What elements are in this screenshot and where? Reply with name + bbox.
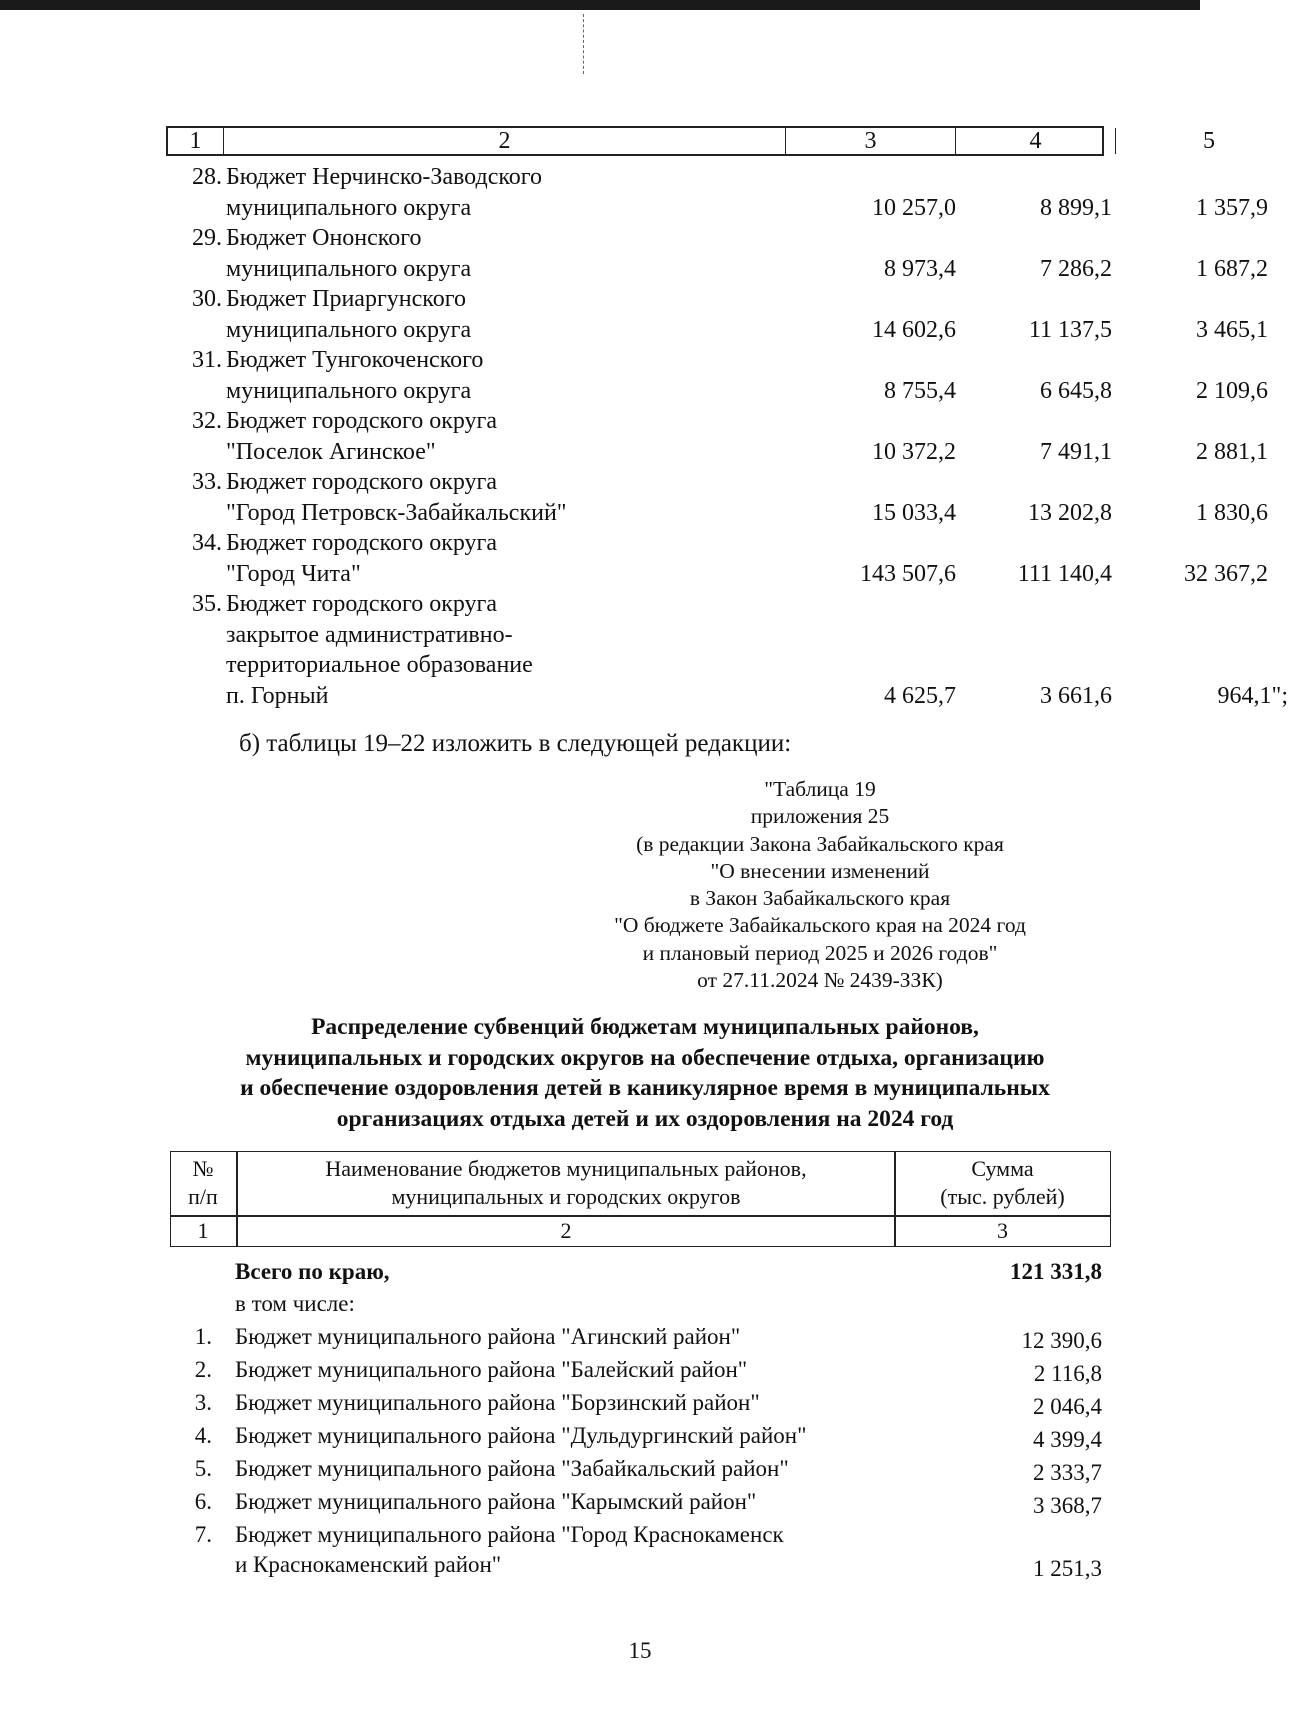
row-value-col5: 32 367,2 bbox=[1184, 560, 1268, 587]
caption-line: и плановый период 2025 и 2026 годов" bbox=[642, 940, 998, 965]
row-value: 2 046,4 bbox=[1033, 1394, 1102, 1419]
row-value-col3: 14 602,6 bbox=[872, 316, 956, 343]
row-name-line2: "Город Чита" bbox=[226, 560, 361, 587]
row-value-col5: 1 830,6 bbox=[1196, 499, 1268, 526]
row-value-col4: 7 491,1 bbox=[1040, 438, 1112, 465]
row-value-col3: 143 507,6 bbox=[860, 560, 956, 587]
row-number: 3. bbox=[194, 1390, 212, 1415]
page-number: 15 bbox=[628, 1638, 652, 1663]
row-name-line1: Бюджет Приаргунского bbox=[226, 286, 466, 312]
row-name-line2: муниципального округа bbox=[226, 377, 472, 404]
table-caption bbox=[560, 776, 1080, 994]
caption-line: (в редакции Закона Забайкальского края bbox=[636, 831, 1004, 856]
total-value: 121 331,8 bbox=[1010, 1259, 1102, 1284]
row-value-col4: 11 137,5 bbox=[1028, 316, 1112, 343]
title-line: Распределение субвенций бюджетам муниципальных районов, bbox=[311, 1014, 979, 1040]
row-name bbox=[226, 284, 646, 345]
row-name bbox=[226, 528, 646, 589]
table19-header bbox=[170, 1151, 1111, 1248]
row-name-line2: "Город Петровск-Забайкальский" bbox=[226, 499, 567, 526]
row-name-line2: муниципального округа bbox=[226, 255, 472, 282]
row-name-line1: Бюджет городского округа bbox=[226, 530, 498, 556]
table1-header-col2: 2 bbox=[224, 128, 786, 154]
header-text: муниципальных и городских округов bbox=[391, 1184, 741, 1209]
header-text: (тыс. рублей) bbox=[940, 1184, 1065, 1209]
header-index-2: 2 bbox=[560, 1218, 572, 1243]
caption-line: "О внесении изменений bbox=[710, 858, 930, 883]
row-name: Бюджет муниципального района "Балейский район" bbox=[235, 1357, 748, 1382]
row-value: 2 116,8 bbox=[1033, 1361, 1102, 1386]
subtotal-label: в том числе: bbox=[235, 1291, 355, 1316]
row-name-line1: Бюджет городского округа bbox=[226, 408, 498, 434]
row-number: 28. bbox=[192, 164, 222, 190]
row-value-col5: 1 357,9 bbox=[1196, 194, 1268, 221]
row-value: 12 390,6 bbox=[1021, 1328, 1102, 1353]
row-value: 1 251,3 bbox=[1033, 1556, 1102, 1581]
row-number: 6. bbox=[194, 1489, 212, 1514]
row-number: 31. bbox=[192, 347, 222, 373]
row-value-col5: 2 881,1 bbox=[1196, 438, 1268, 465]
row-name bbox=[226, 467, 646, 528]
title-line: организациях отдыха детей и их оздоровления на 2024 год bbox=[336, 1105, 954, 1132]
header-text: Сумма bbox=[971, 1156, 1034, 1181]
header-text: Наименование бюджетов муниципальных районов, bbox=[325, 1156, 807, 1181]
row-name: Бюджет муниципального района "Забайкальский район" bbox=[235, 1456, 789, 1481]
row-number: 7. bbox=[194, 1522, 212, 1547]
caption-line: "Таблица 19 bbox=[764, 777, 876, 801]
document-title bbox=[170, 1012, 1120, 1134]
row-number: 1. bbox=[194, 1324, 212, 1349]
header-text: п/п bbox=[188, 1184, 218, 1209]
row-value: 3 368,7 bbox=[1033, 1493, 1102, 1518]
total-label: Всего по краю, bbox=[235, 1259, 390, 1284]
header-number-label bbox=[170, 1155, 236, 1211]
row-number: 32. bbox=[192, 408, 222, 434]
row-name-line2: муниципального округа bbox=[226, 194, 472, 221]
row-name-line4: п. Горный bbox=[226, 682, 329, 709]
row-name-line1: Бюджет Нерчинско-Заводского bbox=[226, 164, 543, 190]
row-value-col4: 7 286,2 bbox=[1040, 255, 1112, 282]
row-value-col4: 111 140,4 bbox=[1017, 560, 1112, 587]
caption-line: в Закон Забайкальского края bbox=[689, 886, 951, 911]
row-value-col4: 3 661,6 bbox=[1040, 682, 1112, 709]
row-name-line1: Бюджет Тунгокоченского bbox=[226, 347, 484, 373]
scan-artifact-line bbox=[583, 14, 585, 74]
row-value-col3: 8 973,4 bbox=[884, 255, 956, 282]
row-name-line1: Бюджет Ононского bbox=[226, 225, 422, 251]
row-value-col4: 6 645,8 bbox=[1040, 377, 1112, 404]
row-value-col5: 1 687,2 bbox=[1196, 255, 1268, 282]
row-number: 5. bbox=[194, 1456, 212, 1481]
header-text: № bbox=[192, 1156, 214, 1181]
row-value-col4: 13 202,8 bbox=[1028, 499, 1112, 526]
row-value-col5: 3 465,1 bbox=[1196, 316, 1268, 343]
row-number: 29. bbox=[192, 225, 222, 251]
row-name bbox=[226, 162, 646, 223]
row-value-col5: 964,1"; bbox=[1217, 682, 1288, 709]
scan-top-edge bbox=[0, 0, 1200, 10]
row-name-line2: и Краснокаменский район" bbox=[235, 1552, 502, 1577]
amendment-paragraph: б) таблицы 19–22 изложить в следующей редакции: bbox=[239, 730, 792, 757]
title-line: и обеспечение оздоровления детей в каникулярное время в муниципальных bbox=[240, 1075, 1050, 1101]
row-name: Бюджет муниципального района "Карымский район" bbox=[235, 1489, 757, 1514]
row-value-col3: 8 755,4 bbox=[884, 377, 956, 404]
row-number: 2. bbox=[194, 1357, 212, 1382]
header-name-label bbox=[236, 1155, 896, 1211]
row-number: 30. bbox=[192, 286, 222, 312]
caption-line: приложения 25 bbox=[750, 804, 890, 829]
caption-line: "О бюджете Забайкальского края на 2024 год bbox=[614, 913, 1026, 938]
row-name-line2: "Поселок Агинское" bbox=[226, 438, 436, 465]
header-index-3: 3 bbox=[997, 1218, 1008, 1243]
row-value: 2 333,7 bbox=[1033, 1460, 1102, 1485]
row-name-line3: территориальное образование bbox=[226, 652, 533, 678]
row-number: 33. bbox=[192, 469, 222, 495]
row-number: 34. bbox=[192, 530, 222, 556]
row-name-line1: Бюджет муниципального района "Город Краснокаменск bbox=[235, 1522, 784, 1547]
row-name bbox=[226, 223, 646, 284]
row-value-col3: 10 257,0 bbox=[872, 194, 956, 221]
row-number: 4. bbox=[194, 1423, 212, 1448]
row-value-col3: 4 625,7 bbox=[884, 682, 956, 709]
table1-header-col5: 5 bbox=[1203, 128, 1215, 154]
row-name: Бюджет муниципального района "Агинский район" bbox=[235, 1324, 741, 1349]
table1-header-col4: 4 bbox=[956, 128, 1116, 154]
header-sum-label bbox=[894, 1155, 1111, 1211]
row-value: 4 399,4 bbox=[1033, 1427, 1102, 1452]
row-name-line2: муниципального округа bbox=[226, 316, 472, 343]
row-value-col3: 10 372,2 bbox=[872, 438, 956, 465]
row-name: Бюджет муниципального района "Борзинский район" bbox=[235, 1390, 760, 1415]
row-name: Бюджет муниципального района "Дульдургинский район" bbox=[235, 1423, 807, 1448]
title-line: муниципальных и городских округов на обеспечение отдыха, организацию bbox=[245, 1044, 1045, 1071]
row-name-line1: Бюджет городского округа bbox=[226, 591, 498, 617]
row-value-col5: 2 109,6 bbox=[1196, 377, 1268, 404]
row-number: 35. bbox=[192, 591, 222, 617]
row-name bbox=[226, 589, 646, 711]
header-index-1: 1 bbox=[197, 1218, 209, 1243]
row-value-col3: 15 033,4 bbox=[872, 499, 956, 526]
row-name bbox=[226, 406, 646, 467]
table1-header-row bbox=[166, 126, 1215, 156]
row-name bbox=[226, 345, 646, 406]
table1-header-col3: 3 bbox=[786, 128, 956, 154]
caption-line: от 27.11.2024 № 2439-ЗЗК) bbox=[697, 968, 943, 993]
row-name-line2: закрытое административно- bbox=[226, 621, 513, 648]
row-name-line1: Бюджет городского округа bbox=[226, 469, 498, 495]
row-value-col4: 8 899,1 bbox=[1040, 194, 1112, 221]
row-name bbox=[235, 1520, 935, 1580]
table1-header-col1: 1 bbox=[168, 128, 224, 154]
